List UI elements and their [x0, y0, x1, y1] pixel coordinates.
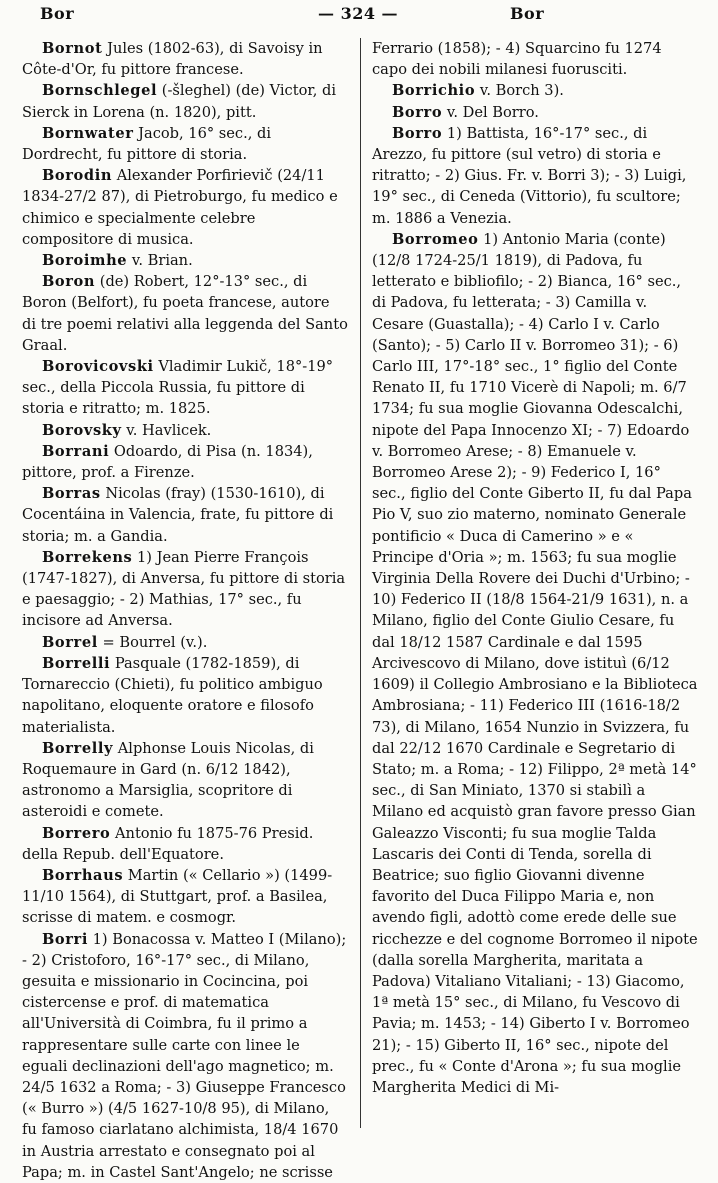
entry	[22, 738, 348, 823]
headword: Borrani	[42, 442, 110, 460]
left-column	[22, 38, 348, 1183]
entry-text: Pasquale (1782-1859), di Tornareccio (Chieti), fu politico ambiguo napolitano, eloquente oratore e filosofo materialista.	[22, 654, 323, 736]
headword: Borovicovski	[42, 358, 154, 376]
headword: Borro	[392, 124, 443, 142]
entry-text: Ferrario (1858); - 4) Squarcino fu 1274 capo dei nobili milanesi fuorusciti.	[372, 40, 662, 79]
headword: Borro	[392, 103, 443, 121]
entry	[372, 102, 698, 123]
entry-text: Alphonse Louis Nicolas, di Roquemaure in Gard (n. 6/12 1842), astronomo a Marsiglia, scopritore di asteroidi e comete.	[22, 739, 314, 821]
entry	[22, 250, 348, 271]
entry	[22, 865, 348, 929]
column-divider	[360, 38, 361, 1128]
entry	[22, 929, 348, 1183]
entry-text: 1) Battista, 16°-17° sec., di Arezzo, fu pittore (sul vetro) di storia e ritratto; - 2) Gius. Fr. v. Borri 3); - 3) Luigi, 19° sec., di Ceneda (Vittorio), fu scultore; m. 1886 a Venezia.	[372, 124, 687, 227]
entry-text: 1) Antonio Maria (conte) (12/8 1724-25/1 1819), di Padova, fu letterato e bibliofilo; - 2) Bianca, 16° sec., di Padova, fu letterata; - 3) Camilla v. Cesare (Guastalla); - 4) Carlo I v. Carlo (Santo); - 5) Carlo II v. Borromeo 31); - 6) Carlo III, 17°-18° sec., 1° figlio del Conte Renato II, fu 1710 Vicerè di Napoli; m. 6/7 1734; fu sua moglie Giovanna Odescalchi, nipote del Papa Innocenzo XI; - 7) Edoardo v. Borromeo Arese; - 8) Emanuele v. Borromeo Arese 2); - 9) Federico I, 16° sec., figlio del Conte Giberto II, fu dal Papa Pio V, suo zio materno, nominato Generale pontificio « Duca di Camerino » e « Principe d'Oria »; m. 1563; fu sua moglie Virginia Della Rovere dei Duchi d'Urbino; - 10) Federico II (18/8 1564-21/9 1631), n. a Milano, figlio del Conte Giulio Cesare, fu dal 18/12 1587 Cardinale e dal 1595 Arcivescovo di Milano, dove istituì (6/12 1609) il Collegio Ambrosiano e la Biblioteca Ambrosiana; - 11) Federico III (1616-18/2 73), di Milano, 1654 Nunzio in Svizzera, fu dal 22/12 1670 Cardinale e Segretario di Stato; m. a Roma; - 12) Filippo, 2ª metà 14° sec., di San Miniato, 1370 si stabilì a Milano ed acquistò gran favore presso Gian Galeazzo Visconti; fu sua moglie Talda Lascaris dei Conti di Tenda, sorella di Beatrice; suo figlio Giovanni divenne favorito del Duca Filippo Maria e, non avendo figli, adottò come erede delle sue ricchezze e del cognome Borromeo il nipote (dalla sorella Margherita, maritata a Padova) Vitaliano Vitaliani; - 13) Giacomo, 1ª metà 15° sec., di Milano, fu Vescovo di Pavia; m. 1453; - 14) Giberto I v. Borromeo 21); - 15) Giberto II, 16° sec., nipote del prec., fu « Conte d'Arona »; fu sua moglie Margherita Medici di Mi-	[372, 230, 698, 1096]
entry	[22, 653, 348, 738]
headword: Boron	[42, 273, 96, 291]
entry-text: 1) Jean Pierre François (1747-1827), di Anversa, fu pittore di storia e paesaggio; - 2) Mathias, 17° sec., fu incisore ad Anversa.	[22, 548, 346, 630]
entry	[22, 420, 348, 441]
right-column	[372, 38, 698, 1098]
headword: Borovsky	[42, 421, 122, 439]
headword: Boroimhe	[42, 252, 128, 270]
entry-text: (de) Robert, 12°-13° sec., di Boron (Belfort), fu poeta francese, autore di tre poemi relativi alla leggenda del Santo Graal.	[22, 273, 348, 354]
entry-text: v. Havlicek.	[126, 421, 212, 439]
entry-text: Nicolas (fray) (1530-1610), di Cocentáina in Valencia, frate, fu pittore di storia; m. a Gandia.	[22, 485, 334, 545]
entry	[22, 356, 348, 420]
entry	[22, 165, 348, 250]
entry-text: Martin (« Cellario ») (1499-11/10 1564), di Stuttgart, prof. a Basilea, scrisse di matem. e cosmogr.	[22, 866, 333, 927]
entry	[22, 441, 348, 483]
entry-text: Odoardo, di Pisa (n. 1834), pittore, prof. a Firenze.	[22, 442, 313, 482]
entry	[22, 483, 348, 547]
headword: Borrelly	[42, 739, 114, 757]
entry-continuation	[372, 38, 698, 80]
entry-text: Alexander Porfirievič (24/11 1834-27/2 87), di Pietroburgo, fu medico e chimico e specialmente celebre compositore di musica.	[22, 167, 338, 248]
running-header	[0, 4, 718, 30]
entry-text: v. Del Borro.	[446, 103, 539, 121]
entry	[22, 547, 348, 632]
header-left-guideword: Bor	[40, 4, 75, 23]
headword: Borromeo	[392, 230, 479, 248]
entry-text: = Bourrel (v.).	[102, 633, 208, 651]
entry-text: v. Borch 3).	[479, 82, 564, 100]
headword: Borrhaus	[42, 866, 124, 884]
entry-text: 1) Bonacossa v. Matteo I (Milano); - 2) Cristoforo, 16°-17° sec., di Milano, gesuita e missionario in Cocincina, poi cistercense e prof. di matematica all'Università di Coimbra, fu il primo a rappresentare sulle carte con linee le eguali declinazioni dell'ago magnetico; m. 24/5 1632 a Roma; - 3) Giuseppe Francesco (« Burro ») (4/5 1627-10/8 95), di Milano, fu famoso ciarlatano alchimista, 18/4 1670 in Austria arrestato e consegnato poi al Papa; m. in Castel Sant'Angelo; ne scrisse	[22, 930, 347, 1181]
entry-text: Jules (1802-63), di Savoisy in Côte-d'Or, fu pittore francese.	[22, 40, 323, 79]
entry-text: Vladimir Lukič, 18°-19° sec., della Piccola Russia, fu pittore di storia e ritratto; m. 1825.	[22, 358, 334, 418]
entry-text: (-šleghel) (de) Victor, di Sierck in Lorena (n. 1820), pitt.	[22, 82, 337, 121]
entry	[372, 229, 698, 1098]
entry-text: Antonio fu 1875-76 Presid. della Repub. dell'Equatore.	[22, 824, 314, 863]
headword: Borri	[42, 930, 88, 948]
headword: Borrichio	[392, 82, 476, 100]
entry-text: v. Brian.	[131, 252, 193, 270]
entry	[22, 271, 348, 356]
entry	[372, 80, 698, 101]
headword: Bornot	[42, 40, 103, 57]
entry-text: Jacob, 16° sec., di Dordrecht, fu pittore di storia.	[22, 124, 272, 164]
header-right-guideword: Bor	[510, 4, 545, 23]
headword: Bornwater	[42, 124, 134, 142]
headword: Borrekens	[42, 548, 133, 566]
entry	[22, 632, 348, 653]
headword: Bornschlegel	[42, 82, 158, 100]
entry	[372, 123, 698, 229]
headword: Borrel	[42, 633, 98, 651]
headword: Borrero	[42, 824, 111, 842]
headword: Borrelli	[42, 654, 111, 672]
entry	[22, 123, 348, 165]
entry	[22, 823, 348, 865]
headword: Borodin	[42, 167, 113, 185]
entry	[22, 80, 348, 122]
entry	[22, 38, 348, 80]
page-number: — 324 —	[318, 4, 399, 23]
headword: Borras	[42, 485, 101, 503]
